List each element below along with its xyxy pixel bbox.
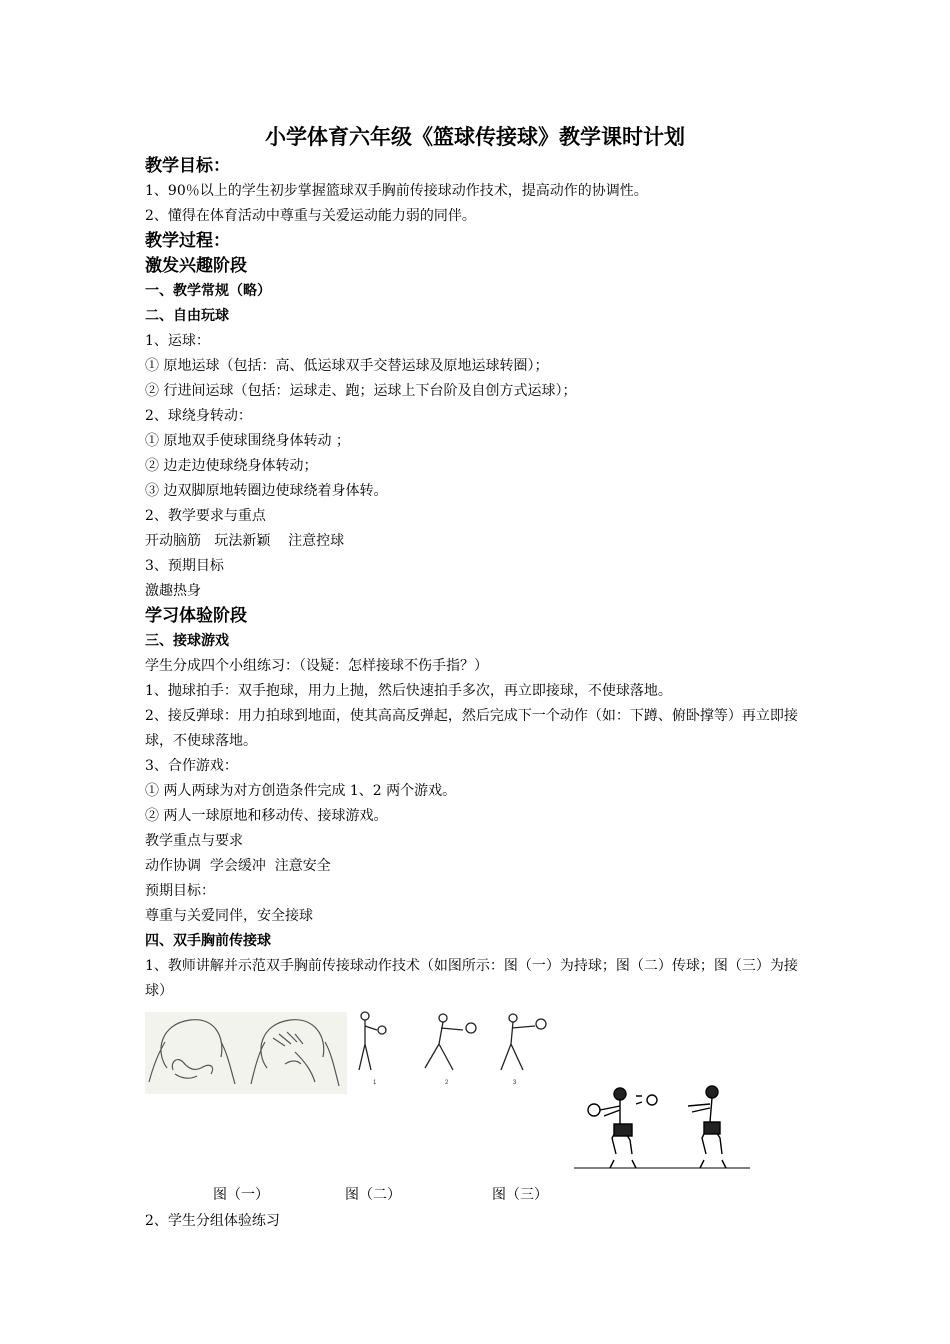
list-item: 2、学生分组体验练习 [145,1213,280,1229]
stage-2-heading: 学习体验阶段 [145,606,247,626]
list-item: 开动脑筋 玩法新颖 注意控球 [145,533,345,549]
list-item: ③ 边双脚原地转圈边使球绕着身体转。 [145,483,388,499]
caption-1: 图（一） [213,1187,269,1203]
figure-label: 1 [373,1080,377,1086]
figures-area [145,1004,810,1184]
list-item: ① 原地运球（包括：高、低运球双手交替运球及原地运球转圈）； [145,358,549,374]
holding-ball-illustration [145,1012,347,1094]
list-item: 教学重点与要求 [145,833,243,849]
section-chest-pass: 四、双手胸前传接球 [145,933,271,949]
caption-3: 图（三） [492,1187,548,1203]
list-item: 尊重与关爱同伴，安全接球 [145,908,313,924]
receiving-illustration [570,1082,760,1174]
stage-1-heading: 激发兴趣阶段 [145,256,247,276]
list-item: 激趣热身 [145,583,201,599]
figure-captions [145,1184,810,1209]
goals-heading: 教学目标： [145,156,230,176]
process-heading: 教学过程： [145,231,230,251]
list-item: 1、运球： [145,333,210,349]
section-catch-games: 三、接球游戏 [145,633,229,649]
list-item: 动作协调 学会缓冲 注意安全 [145,858,331,874]
figure-label: 2 [445,1080,449,1086]
list-item: 3、预期目标 [145,558,224,574]
passing-sequence-illustration [353,1008,568,1088]
goal-1: 1、90％以上的学生初步掌握篮球双手胸前传接球动作技术，提高动作的协调性。 [145,183,648,199]
figure-label: 3 [513,1080,517,1086]
list-item: 3、合作游戏： [145,758,238,774]
caption-2: 图（二） [345,1187,401,1203]
list-item: 1、抛球拍手：双手抱球，用力上抛，然后快速拍手多次，再立即接球，不使球落地。 [145,683,672,699]
section-routine: 一、教学常规（略） [145,283,271,299]
section-free-play: 二、自由玩球 [145,308,229,324]
list-item: ② 边走边使球绕身体转动； [145,458,318,474]
list-item: ② 行进间运球（包括：运球走、跑；运球上下台阶及自创方式运球）； [145,383,577,399]
page-title: 小学体育六年级《篮球传接球》教学课时计划 [265,124,685,149]
list-item: ① 原地双手使球围绕身体转动 ； [145,433,350,449]
list-item: ① 两人两球为对方创造条件完成 1、2 两个游戏。 [145,783,457,799]
list-item: ② 两人一球原地和移动传、接球游戏。 [145,808,388,824]
list-item: 2、教学要求与重点 [145,508,266,524]
list-item: 2、球绕身转动： [145,408,252,424]
list-item: 预期目标： [145,883,215,899]
document-page [145,120,810,1234]
list-item: 2、接反弹球：用力拍球到地面，使其高高反弹起，然后完成下一个动作（如：下蹲、俯卧撑等）再立即接球，不使球落地。 [145,708,798,749]
goal-2: 2、懂得在体育活动中尊重与关爱运动能力弱的同伴。 [145,208,476,224]
list-item: 1、教师讲解并示范双手胸前传接球动作技术（如图所示：图（一）为持球；图（二）传球；图（三）为接球） [145,958,798,999]
list-item: 学生分成四个小组练习：（设疑：怎样接球不伤手指？） [145,658,488,674]
